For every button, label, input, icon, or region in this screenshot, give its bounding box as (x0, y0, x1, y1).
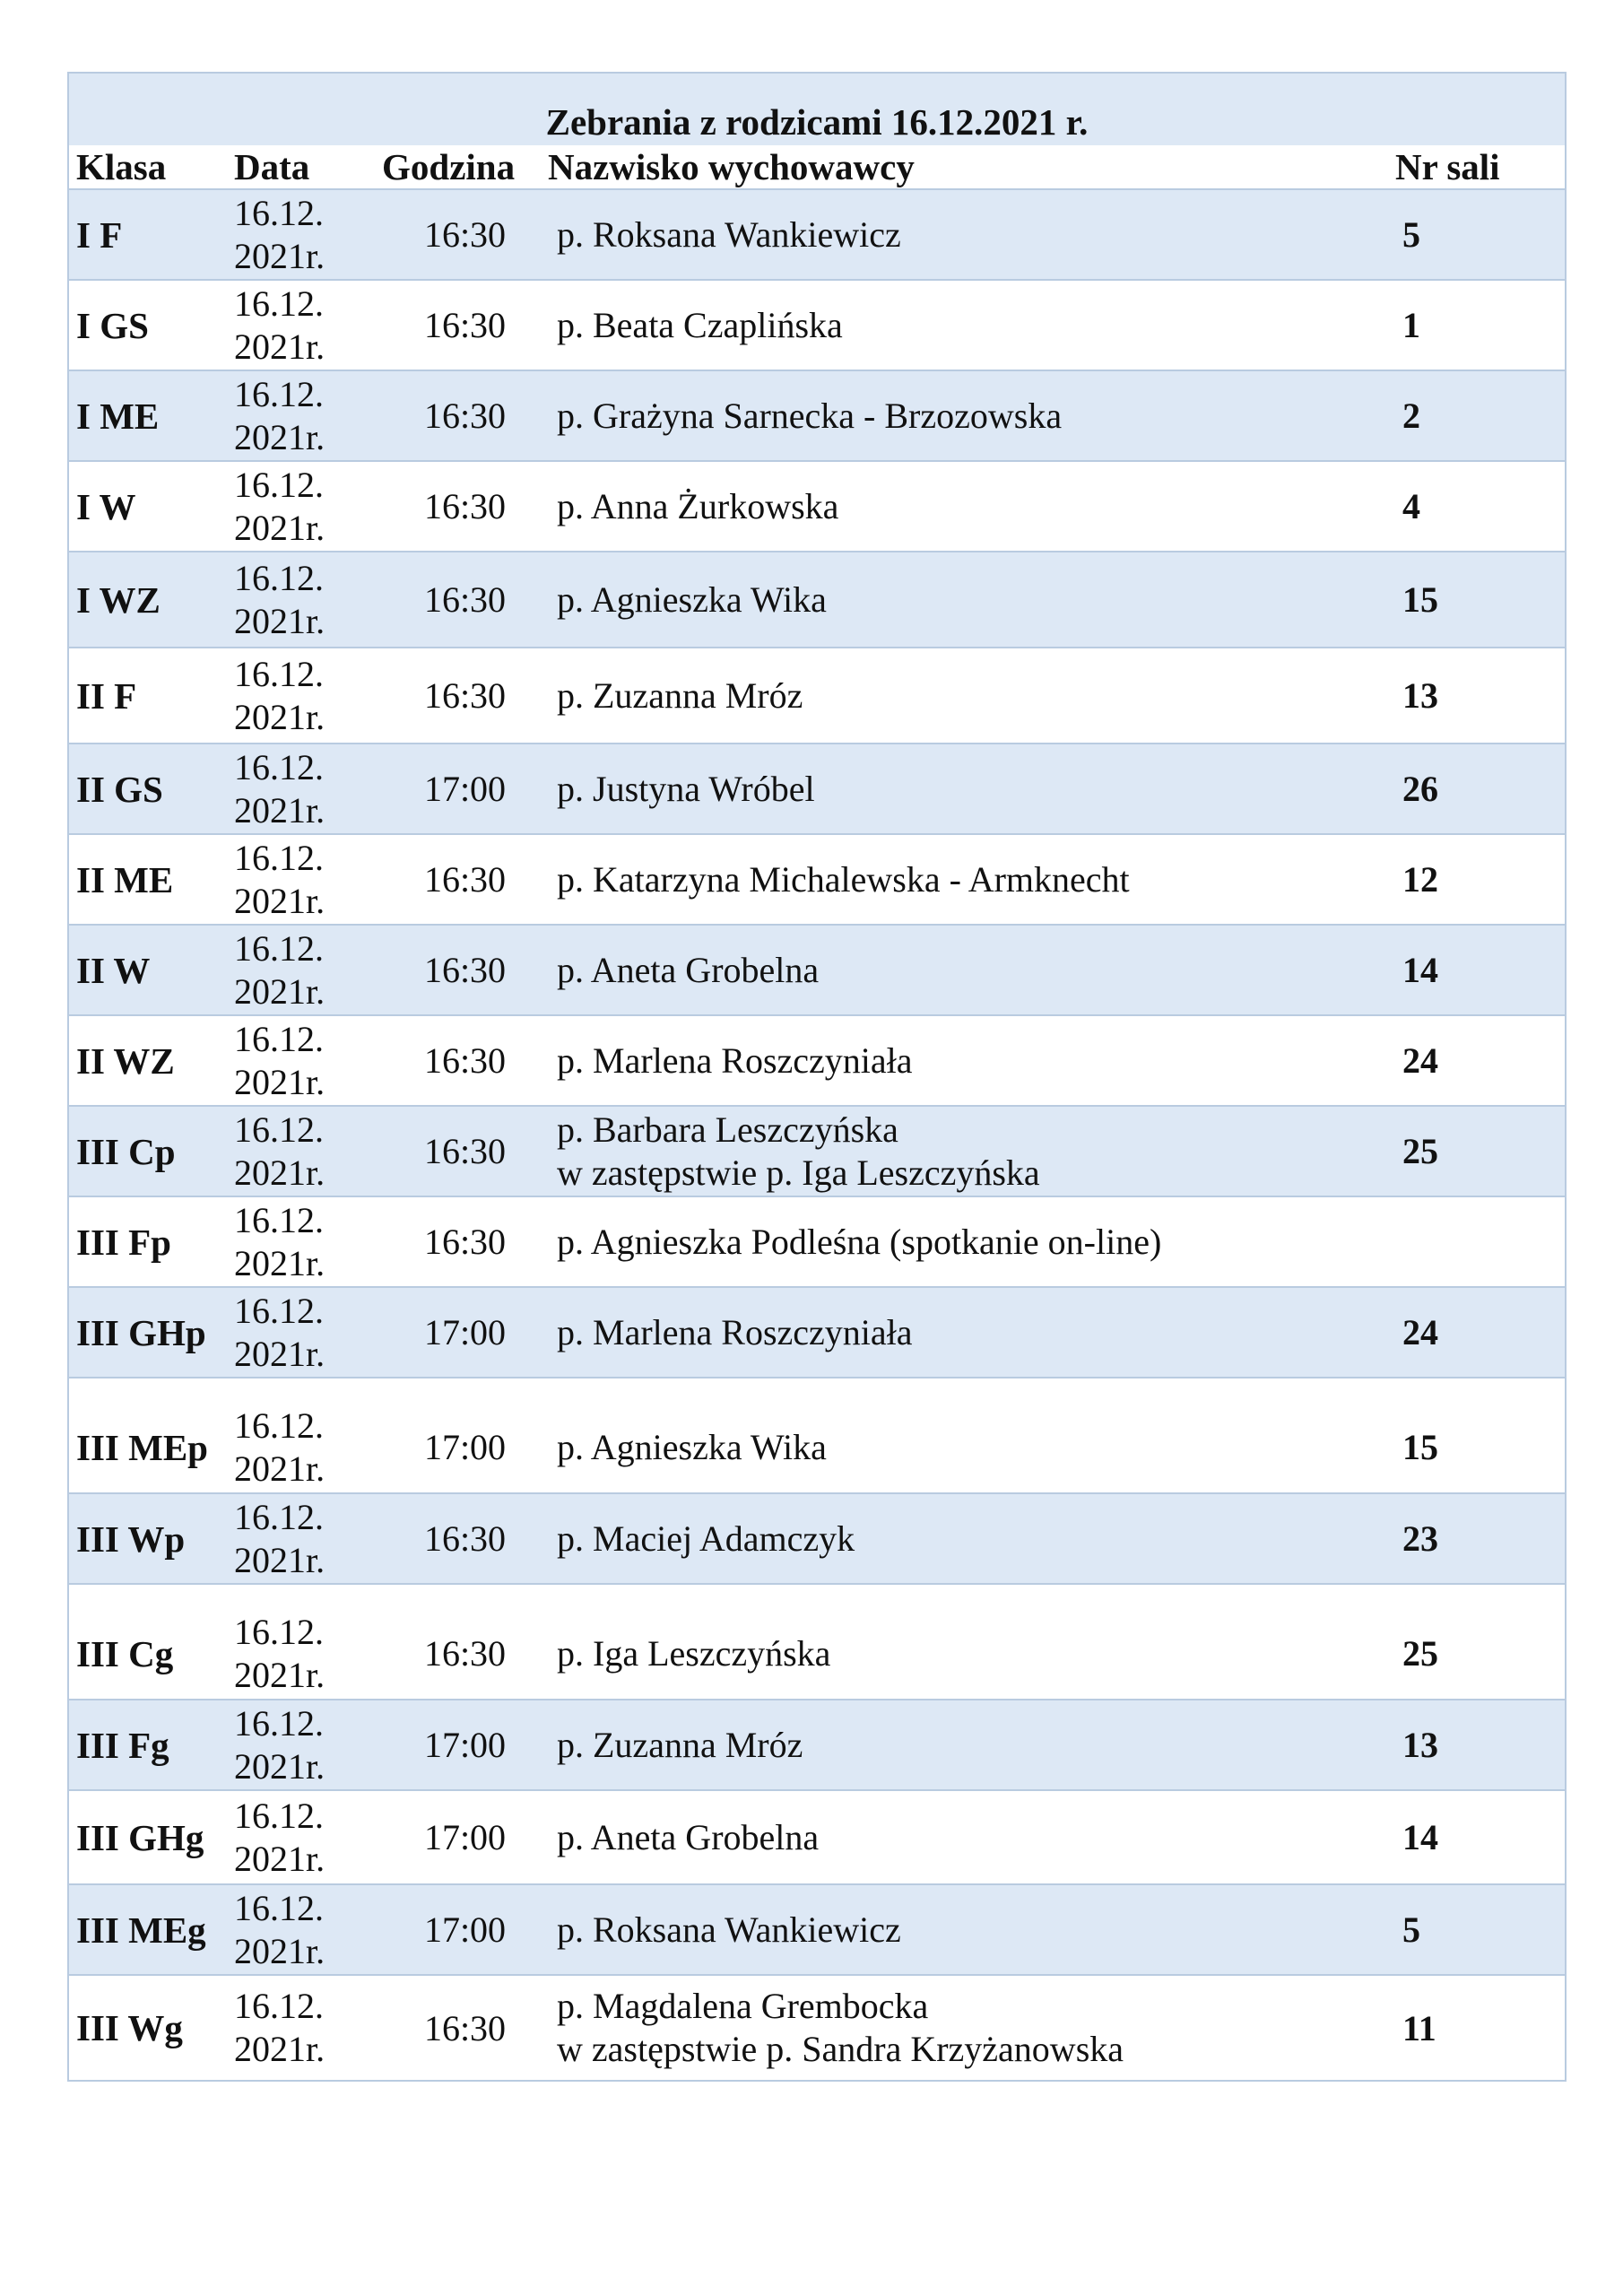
table-row (68, 648, 1566, 744)
date-line-1: 16.12. (234, 1405, 324, 1446)
date-line-1: 16.12. (234, 837, 324, 878)
cell-godzina: 17:00 (382, 1790, 548, 1884)
date-line-2: 2021r. (234, 696, 325, 737)
cell-data (234, 1884, 382, 1975)
teacher-name: p. Roksana Wankiewicz (557, 1909, 901, 1950)
cell-data (234, 370, 382, 461)
teacher-name: p. Agnieszka Podleśna (spotkanie on-line) (557, 1221, 1162, 1262)
cell-klasa: III Cg (68, 1584, 234, 1700)
cell-godzina: 16:30 (382, 1975, 548, 2081)
cell-nazwisko (548, 925, 1395, 1015)
header-row (68, 145, 1566, 189)
cell-data (234, 189, 382, 280)
date-line-2: 2021r. (234, 1838, 325, 1879)
cell-klasa: II GS (68, 744, 234, 834)
cell-sala (1395, 1196, 1566, 1287)
teacher-name: p. Zuzanna Mróz (557, 674, 803, 716)
cell-godzina: 16:30 (382, 834, 548, 925)
cell-sala: 23 (1395, 1493, 1566, 1584)
date-line-2: 2021r. (234, 970, 325, 1012)
cell-data (234, 1015, 382, 1106)
cell-godzina: 16:30 (382, 461, 548, 552)
cell-sala: 1 (1395, 280, 1566, 370)
cell-nazwisko (548, 744, 1395, 834)
cell-klasa: III MEg (68, 1884, 234, 1975)
teacher-name: p. Beata Czaplińska (557, 304, 843, 345)
cell-klasa: II W (68, 925, 234, 1015)
cell-sala: 11 (1395, 1975, 1566, 2081)
table-row (68, 1790, 1566, 1884)
cell-nazwisko (548, 1584, 1395, 1700)
title-row (68, 73, 1566, 145)
cell-godzina: 16:30 (382, 648, 548, 744)
table-row (68, 925, 1566, 1015)
cell-nazwisko (548, 1493, 1395, 1584)
cell-nazwisko (548, 461, 1395, 552)
cell-data (234, 1584, 382, 1700)
date-line-1: 16.12. (234, 1109, 324, 1150)
date-line-2: 2021r. (234, 507, 325, 548)
cell-data (234, 1790, 382, 1884)
cell-nazwisko (548, 834, 1395, 925)
table-row (68, 1493, 1566, 1584)
date-line-2: 2021r. (234, 1745, 325, 1787)
teacher-name: p. Agnieszka Wika (557, 1426, 827, 1467)
table-row (68, 1975, 1566, 2081)
teacher-substitute: w zastępstwie p. Sandra Krzyżanowska (557, 2029, 1124, 2069)
date-line-1: 16.12. (234, 1199, 324, 1240)
cell-klasa: III Cp (68, 1106, 234, 1196)
cell-sala: 14 (1395, 925, 1566, 1015)
cell-data (234, 1106, 382, 1196)
date-line-1: 16.12. (234, 283, 324, 324)
date-line-1: 16.12. (234, 746, 324, 787)
cell-klasa: III GHg (68, 1790, 234, 1884)
cell-godzina: 16:30 (382, 925, 548, 1015)
cell-data (234, 744, 382, 834)
teacher-name: p. Aneta Grobelna (557, 949, 820, 990)
cell-godzina: 16:30 (382, 1584, 548, 1700)
date-line-1: 16.12. (234, 1611, 324, 1652)
cell-data (234, 1493, 382, 1584)
cell-sala: 24 (1395, 1015, 1566, 1106)
cell-data (234, 925, 382, 1015)
cell-data (234, 1196, 382, 1287)
date-line-1: 16.12. (234, 373, 324, 414)
cell-godzina: 16:30 (382, 280, 548, 370)
cell-klasa: II ME (68, 834, 234, 925)
date-line-2: 2021r. (234, 789, 325, 831)
teacher-name: p. Barbara Leszczyńska (557, 1109, 898, 1150)
date-line-2: 2021r. (234, 2029, 325, 2069)
cell-klasa: III Wp (68, 1493, 234, 1584)
header-klasa: Klasa (68, 145, 234, 189)
cell-klasa: II F (68, 648, 234, 744)
cell-klasa: III Fp (68, 1196, 234, 1287)
cell-sala: 24 (1395, 1287, 1566, 1378)
date-line-1: 16.12. (234, 557, 324, 598)
header-godzina: Godzina (382, 145, 548, 189)
cell-klasa: I WZ (68, 552, 234, 648)
cell-nazwisko (548, 1287, 1395, 1378)
cell-godzina: 17:00 (382, 1378, 548, 1493)
cell-sala: 2 (1395, 370, 1566, 461)
teacher-name: p. Justyna Wróbel (557, 768, 815, 809)
table-title: Zebrania z rodzicami 16.12.2021 r. (68, 73, 1566, 145)
cell-data (234, 1378, 382, 1493)
date-line-1: 16.12. (234, 1795, 324, 1836)
table-row (68, 461, 1566, 552)
date-line-2: 2021r. (234, 600, 325, 641)
cell-data (234, 461, 382, 552)
cell-data (234, 1287, 382, 1378)
cell-godzina: 16:30 (382, 1493, 548, 1584)
date-line-2: 2021r. (234, 1152, 325, 1193)
cell-nazwisko (548, 1884, 1395, 1975)
table-row (68, 1584, 1566, 1700)
cell-data (234, 1700, 382, 1790)
header-data: Data (234, 145, 382, 189)
cell-data (234, 1975, 382, 2081)
teacher-name: p. Aneta Grobelna (557, 1816, 820, 1857)
cell-nazwisko (548, 370, 1395, 461)
cell-godzina: 17:00 (382, 1287, 548, 1378)
table-row (68, 1884, 1566, 1975)
cell-klasa: III GHp (68, 1287, 234, 1378)
date-line-1: 16.12. (234, 1496, 324, 1537)
date-line-1: 16.12. (234, 1018, 324, 1059)
date-line-2: 2021r. (234, 1539, 325, 1580)
table-row (68, 552, 1566, 648)
cell-godzina: 17:00 (382, 1700, 548, 1790)
date-line-1: 16.12. (234, 927, 324, 969)
table-row (68, 189, 1566, 280)
cell-sala: 13 (1395, 648, 1566, 744)
cell-data (234, 280, 382, 370)
date-line-1: 16.12. (234, 464, 324, 505)
date-line-2: 2021r. (234, 1333, 325, 1374)
date-line-1: 16.12. (234, 1702, 324, 1744)
cell-sala: 15 (1395, 1378, 1566, 1493)
cell-godzina: 17:00 (382, 1884, 548, 1975)
cell-sala: 25 (1395, 1106, 1566, 1196)
date-line-2: 2021r. (234, 235, 325, 276)
table-row (68, 1287, 1566, 1378)
teacher-name: p. Maciej Adamczyk (557, 1518, 855, 1559)
teacher-name: p. Grażyna Sarnecka - Brzozowska (557, 395, 1063, 436)
cell-sala: 14 (1395, 1790, 1566, 1884)
cell-sala: 4 (1395, 461, 1566, 552)
date-line-2: 2021r. (234, 1448, 325, 1489)
table-row (68, 1378, 1566, 1493)
cell-nazwisko (548, 648, 1395, 744)
cell-klasa: I W (68, 461, 234, 552)
cell-klasa: II WZ (68, 1015, 234, 1106)
cell-klasa: III Fg (68, 1700, 234, 1790)
cell-godzina: 16:30 (382, 1015, 548, 1106)
date-line-2: 2021r. (234, 1061, 325, 1102)
teacher-name: p. Anna Żurkowska (557, 485, 839, 526)
header-nazwisko: Nazwisko wychowawcy (548, 145, 1395, 189)
teacher-name: p. Marlena Roszczyniała (557, 1311, 913, 1352)
cell-klasa: I F (68, 189, 234, 280)
table-row (68, 1196, 1566, 1287)
cell-nazwisko (548, 1700, 1395, 1790)
header-sala: Nr sali (1395, 145, 1566, 189)
table-row (68, 744, 1566, 834)
date-line-2: 2021r. (234, 1654, 325, 1695)
teacher-name: p. Marlena Roszczyniała (557, 1039, 913, 1081)
cell-nazwisko (548, 280, 1395, 370)
cell-sala: 26 (1395, 744, 1566, 834)
date-line-1: 16.12. (234, 1986, 324, 2026)
cell-nazwisko (548, 552, 1395, 648)
cell-nazwisko (548, 189, 1395, 280)
cell-godzina: 16:30 (382, 189, 548, 280)
cell-nazwisko (548, 1975, 1395, 2081)
table-row (68, 1700, 1566, 1790)
cell-godzina: 17:00 (382, 744, 548, 834)
cell-nazwisko (548, 1015, 1395, 1106)
cell-sala: 5 (1395, 1884, 1566, 1975)
teacher-name: p. Magdalena Grembocka (557, 1986, 929, 2026)
date-line-1: 16.12. (234, 1290, 324, 1331)
teacher-substitute: w zastępstwie p. Iga Leszczyńska (557, 1152, 1040, 1193)
teacher-name: p. Roksana Wankiewicz (557, 213, 901, 255)
teacher-name: p. Agnieszka Wika (557, 578, 827, 620)
date-line-2: 2021r. (234, 880, 325, 921)
table-row (68, 280, 1566, 370)
teacher-name: p. Zuzanna Mróz (557, 1724, 803, 1765)
cell-nazwisko (548, 1790, 1395, 1884)
cell-godzina: 16:30 (382, 552, 548, 648)
cell-data (234, 552, 382, 648)
cell-klasa: I GS (68, 280, 234, 370)
cell-klasa: III Wg (68, 1975, 234, 2081)
cell-sala: 13 (1395, 1700, 1566, 1790)
table-row (68, 370, 1566, 461)
table-row (68, 834, 1566, 925)
date-line-1: 16.12. (234, 1887, 324, 1928)
date-line-2: 2021r. (234, 1242, 325, 1283)
cell-nazwisko (548, 1196, 1395, 1287)
cell-sala: 25 (1395, 1584, 1566, 1700)
date-line-2: 2021r. (234, 1930, 325, 1971)
table-row (68, 1015, 1566, 1106)
cell-nazwisko (548, 1378, 1395, 1493)
cell-klasa: III MEp (68, 1378, 234, 1493)
teacher-name: p. Iga Leszczyńska (557, 1632, 831, 1674)
cell-data (234, 834, 382, 925)
date-line-2: 2021r. (234, 416, 325, 457)
meetings-table (67, 72, 1567, 2082)
cell-sala: 5 (1395, 189, 1566, 280)
table-row (68, 1106, 1566, 1196)
cell-godzina: 16:30 (382, 1106, 548, 1196)
cell-nazwisko (548, 1106, 1395, 1196)
date-line-1: 16.12. (234, 653, 324, 694)
cell-sala: 15 (1395, 552, 1566, 648)
date-line-2: 2021r. (234, 326, 325, 367)
teacher-name: p. Katarzyna Michalewska - Armknecht (557, 858, 1130, 900)
cell-klasa: I ME (68, 370, 234, 461)
cell-godzina: 16:30 (382, 370, 548, 461)
date-line-1: 16.12. (234, 192, 324, 233)
cell-sala: 12 (1395, 834, 1566, 925)
cell-data (234, 648, 382, 744)
cell-godzina: 16:30 (382, 1196, 548, 1287)
